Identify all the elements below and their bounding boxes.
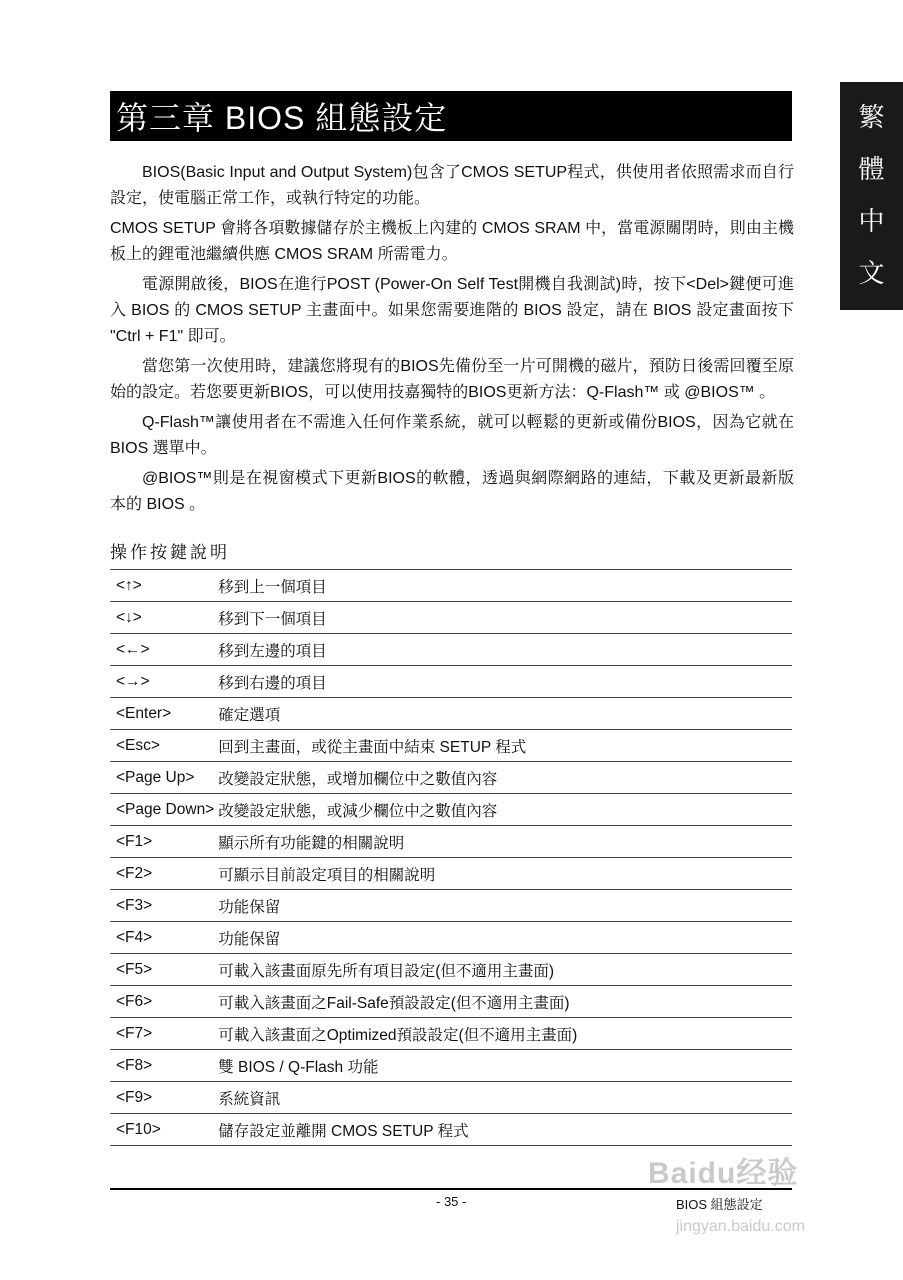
intro-paragraph: BIOS(Basic Input and Output System)包含了CMOS SETUP程式，供使用者依照需求而自行設定，使電腦正常工作，或執行特定的功能。 — [110, 164, 794, 207]
table-row — [110, 986, 792, 1018]
intro-paragraph: 電源開啟後，BIOS在進行POST (Power-On Self Test開機自我測試)時，按下<Del>鍵便可進入 BIOS 的 CMOS SETUP 主畫面中。如果您需要進階的 BIOS 設定，請在 BIOS 設定畫面按下 "Ctrl + F1" 即可。 — [110, 276, 794, 345]
key-cell: <↑> — [110, 570, 214, 602]
language-side-tab — [840, 82, 903, 310]
desc-cell: 確定選項 — [214, 698, 792, 730]
intro-paragraph: Q-Flash™讓使用者在不需進入任何作業系統，就可以輕鬆的更新或備份BIOS，因為它就在 BIOS 選單中。 — [110, 414, 794, 457]
table-row — [110, 762, 792, 794]
chapter-title: 第三章 BIOS 組態設定 — [116, 100, 448, 136]
desc-cell: 顯示所有功能鍵的相關說明 — [214, 826, 792, 858]
desc-cell: 雙 BIOS / Q-Flash 功能 — [214, 1050, 792, 1082]
page-number: - 35 - — [436, 1194, 467, 1209]
watermark-url: jingyan.baidu.com — [676, 1218, 805, 1235]
desc-cell: 改變設定狀態，或增加欄位中之數值內容 — [214, 762, 792, 794]
key-cell: <Page Down> — [110, 794, 214, 826]
key-cell: <→> — [110, 666, 214, 698]
desc-cell: 功能保留 — [214, 890, 792, 922]
key-cell: <←> — [110, 634, 214, 666]
desc-cell: 移到右邊的項目 — [214, 666, 792, 698]
desc-cell: 儲存設定並離開 CMOS SETUP 程式 — [214, 1114, 792, 1146]
table-row — [110, 698, 792, 730]
side-tab-char: 體 — [858, 155, 885, 185]
intro-paragraph: CMOS SETUP 會將各項數據儲存於主機板上內建的 CMOS SRAM 中，當電源關閉時，則由主機板上的鋰電池繼續供應 CMOS SRAM 所需電力。 — [110, 220, 794, 263]
key-cell: <↓> — [110, 602, 214, 634]
intro-text — [110, 160, 794, 522]
key-cell: <Esc> — [110, 730, 214, 762]
table-row — [110, 634, 792, 666]
watermark-logo: Baidu经验 — [648, 1157, 799, 1190]
desc-cell: 可載入該畫面之Fail-Safe預設設定(但不適用主畫面) — [214, 986, 792, 1018]
key-cell: <F10> — [110, 1114, 214, 1146]
table-row — [110, 1050, 792, 1082]
key-cell: <F2> — [110, 858, 214, 890]
key-cell: <Page Up> — [110, 762, 214, 794]
table-row — [110, 1018, 792, 1050]
desc-cell: 改變設定狀態，或減少欄位中之數值內容 — [214, 794, 792, 826]
table-row — [110, 826, 792, 858]
table-row — [110, 954, 792, 986]
chapter-header — [110, 91, 792, 141]
key-cell: <F9> — [110, 1082, 214, 1114]
table-row — [110, 858, 792, 890]
key-cell: <F1> — [110, 826, 214, 858]
footer-chapter-label: BIOS 組態設定 — [676, 1197, 763, 1212]
side-tab-char: 中 — [858, 207, 885, 237]
table-row — [110, 730, 792, 762]
intro-paragraph: @BIOS™則是在視窗模式下更新BIOS的軟體，透過與網際網路的連結，下載及更新最新版本的 BIOS 。 — [110, 470, 794, 513]
table-row — [110, 570, 792, 602]
section-title: 操作按鍵說明 — [110, 543, 230, 562]
key-cell: <F7> — [110, 1018, 214, 1050]
side-tab-char: 文 — [858, 259, 885, 289]
table-row — [110, 1082, 792, 1114]
key-cell: <F5> — [110, 954, 214, 986]
table-row — [110, 794, 792, 826]
key-cell: <F8> — [110, 1050, 214, 1082]
key-cell: <F6> — [110, 986, 214, 1018]
desc-cell: 可顯示目前設定項目的相關說明 — [214, 858, 792, 890]
desc-cell: 系統資訊 — [214, 1082, 792, 1114]
desc-cell: 移到上一個項目 — [214, 570, 792, 602]
desc-cell: 移到左邊的項目 — [214, 634, 792, 666]
desc-cell: 回到主畫面，或從主畫面中結束 SETUP 程式 — [214, 730, 792, 762]
table-row — [110, 666, 792, 698]
key-table — [110, 569, 792, 1146]
desc-cell: 功能保留 — [214, 922, 792, 954]
key-cell: <F4> — [110, 922, 214, 954]
key-cell: <F3> — [110, 890, 214, 922]
table-row — [110, 890, 792, 922]
desc-cell: 移到下一個項目 — [214, 602, 792, 634]
desc-cell: 可載入該畫面之Optimized預設設定(但不適用主畫面) — [214, 1018, 792, 1050]
side-tab-char: 繁 — [858, 103, 885, 133]
table-row — [110, 922, 792, 954]
table-row — [110, 602, 792, 634]
key-cell: <Enter> — [110, 698, 214, 730]
table-row — [110, 1114, 792, 1146]
intro-paragraph: 當您第一次使用時，建議您將現有的BIOS先備份至一片可開機的磁片，預防日後需回覆至原始的設定。若您要更新BIOS，可以使用技嘉獨特的BIOS更新方法：Q-Flash™ 或 @BIOS™ 。 — [110, 358, 794, 401]
desc-cell: 可載入該畫面原先所有項目設定(但不適用主畫面) — [214, 954, 792, 986]
